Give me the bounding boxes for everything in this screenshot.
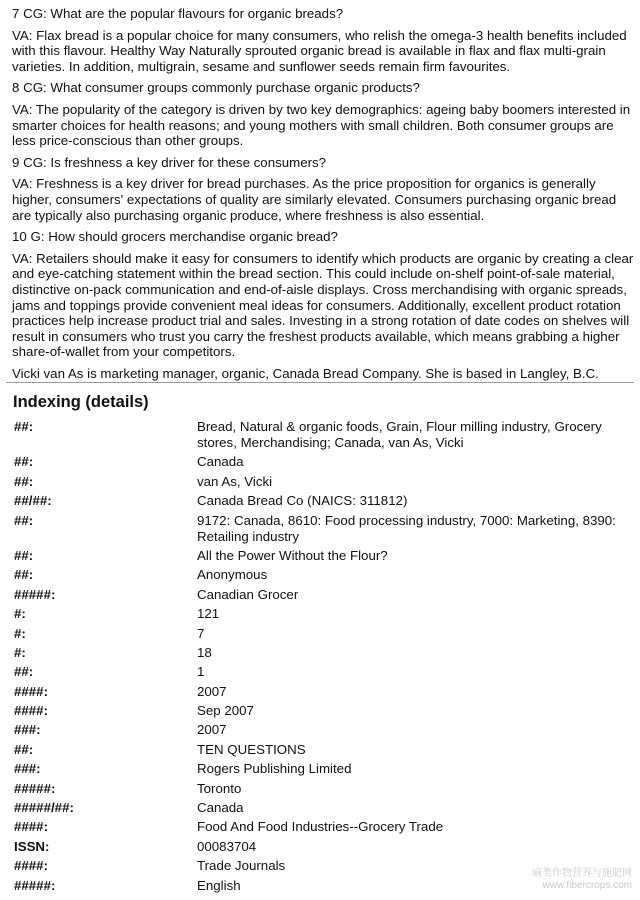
indexing-field-label: #:: [14, 644, 26, 660]
indexing-row: [14, 781, 634, 797]
indexing-row: [14, 454, 634, 470]
indexing-field-label: #:: [14, 606, 26, 622]
answer-8: VA: The popularity of the category is driven by two key demographics: ageing baby boomers interested in smarter choices for health reasons; and young mothers with small children. Both consumer groups are less price-conscious than other groups.: [12, 101, 631, 149]
indexing-field-value: All the Power Without the Flour?: [197, 547, 388, 563]
indexing-field-label: ISSN:: [14, 838, 50, 854]
indexing-field-value: English: [197, 877, 241, 893]
indexing-field-label: ####:: [14, 703, 49, 719]
indexing-field-value: van As, Vicki: [197, 473, 273, 489]
indexing-field-value: 7: [197, 625, 205, 641]
indexing-field-value: TEN QUESTIONS: [197, 741, 306, 757]
indexing-field-label: #####:: [14, 586, 56, 602]
indexing-row: [14, 722, 634, 738]
indexing-row: [14, 474, 634, 490]
watermark-line-1: 麻类作物营养与施肥网: [532, 868, 632, 879]
indexing-row: [14, 493, 634, 509]
answer-7: VA: Flax bread is a popular choice for many consumers, who relish the omega-3 health benefits included with this flavour. Healthy Way Naturally sprouted organic bread is available in flax and flax multi-grain varieties. In addition, multigrain, sesame and sunflower seeds remain firm favourites.: [12, 27, 627, 74]
watermark-line-2: www.fibercrops.com: [542, 880, 632, 891]
indexing-field-value: Food And Food Industries--Grocery Trade: [197, 819, 444, 835]
indexing-row: [14, 419, 634, 451]
indexing-field-value: Rogers Publishing Limited: [197, 761, 352, 777]
indexing-field-value: Toronto: [197, 780, 242, 796]
indexing-row: [14, 800, 634, 816]
indexing-field-value: 2007: [197, 722, 227, 738]
author-byline: Vicki van As is marketing manager, organic, Canada Bread Company. She is based in Langley, B.C.: [12, 365, 599, 381]
indexing-field-label: ####:: [14, 683, 49, 699]
indexing-field-label: #:: [14, 625, 26, 641]
indexing-heading: Indexing (details): [13, 393, 149, 411]
indexing-field-label: ##:: [14, 567, 34, 583]
indexing-field-value: 2007: [197, 683, 227, 699]
indexing-field-value: Canada Bread Co (NAICS: 311812): [197, 493, 408, 509]
answer-10: VA: Retailers should make it easy for consumers to identify which products are organic by creating a clear and eye-catching statement within the bread section. This could include on-shelf point-of-sale material, distinctive on-pack communication and end-of-aisle displays. Cross merchandising with organic spreads, jams and toppings provide convenient meal ideas for consumers. Additionally, excellent product rotation practices help increase product trial and sales. Investing in a strong rotation of date codes on shelves will result in consumers who trust you carry the freshest products available, which means grabbing a higher share-of-wallet from your competitors.: [12, 250, 634, 360]
indexing-field-label: ##:: [14, 741, 34, 757]
indexing-row: [14, 645, 634, 661]
indexing-field-label: ####:: [14, 819, 49, 835]
indexing-field-label: ##:: [14, 473, 34, 489]
question-8: 8 CG: What consumer groups commonly purchase organic products?: [12, 80, 420, 96]
indexing-field-value: 18: [197, 644, 212, 660]
indexing-field-value: 1: [197, 664, 205, 680]
indexing-field-value: Anonymous: [197, 567, 268, 583]
indexing-field-label: #####:: [14, 780, 56, 796]
indexing-row: [14, 664, 634, 680]
indexing-field-label: ####:: [14, 858, 49, 874]
section-divider: [6, 382, 634, 383]
indexing-row: [14, 703, 634, 719]
indexing-row: [14, 606, 634, 622]
indexing-field-value: Canada: [197, 454, 244, 470]
indexing-row: [14, 513, 634, 545]
indexing-field-value: Trade Journals: [197, 858, 286, 874]
indexing-field-value: Bread, Natural & organic foods, Grain, Flour milling industry, Grocery stores, Merchandising; Canada, van As, Vicki: [197, 419, 602, 450]
question-7: 7 CG: What are the popular flavours for organic breads?: [12, 6, 344, 21]
indexing-field-label: ##:: [14, 419, 34, 434]
indexing-field-value: 00083704: [197, 838, 257, 854]
indexing-row: [14, 567, 634, 583]
indexing-row: [14, 742, 634, 758]
indexing-field-label: ##:: [14, 512, 34, 528]
indexing-field-label: #####/##:: [14, 800, 74, 816]
indexing-row: [14, 548, 634, 564]
watermark: [532, 868, 632, 892]
indexing-row: [14, 761, 634, 777]
indexing-field-label: ##:: [14, 547, 34, 563]
indexing-row: [14, 684, 634, 700]
indexing-table: [14, 419, 634, 897]
indexing-field-value: 121: [197, 606, 220, 622]
indexing-field-label: ###:: [14, 722, 41, 738]
indexing-field-label: ##/##:: [14, 493, 52, 509]
indexing-field-label: ##:: [14, 664, 34, 680]
indexing-row: [14, 626, 634, 642]
indexing-row: [14, 587, 634, 603]
indexing-field-value: Sep 2007: [197, 703, 254, 719]
indexing-field-value: 9172: Canada, 8610: Food processing industry, 7000: Marketing, 8390: Retailing industry: [197, 512, 616, 544]
qa-section: [12, 6, 634, 381]
answer-9: VA: Freshness is a key driver for bread purchases. As the price proposition for organics is generally higher, consumers' expectations of quality are similarly elevated. Consumers purchasing organic bread are typically also purchasing organic produce, where freshness is also essential.: [12, 176, 617, 223]
indexing-field-value: Canadian Grocer: [197, 586, 299, 602]
indexing-field-label: ##:: [14, 454, 34, 470]
question-10: 10 G: How should grocers merchandise organic bread?: [12, 229, 338, 245]
question-9: 9 CG: Is freshness a key driver for these consumers?: [12, 154, 327, 170]
indexing-row: [14, 839, 634, 855]
indexing-row: [14, 819, 634, 835]
indexing-field-label: #####:: [14, 877, 56, 893]
indexing-field-label: ###:: [14, 761, 41, 777]
indexing-field-value: Canada: [197, 800, 244, 816]
